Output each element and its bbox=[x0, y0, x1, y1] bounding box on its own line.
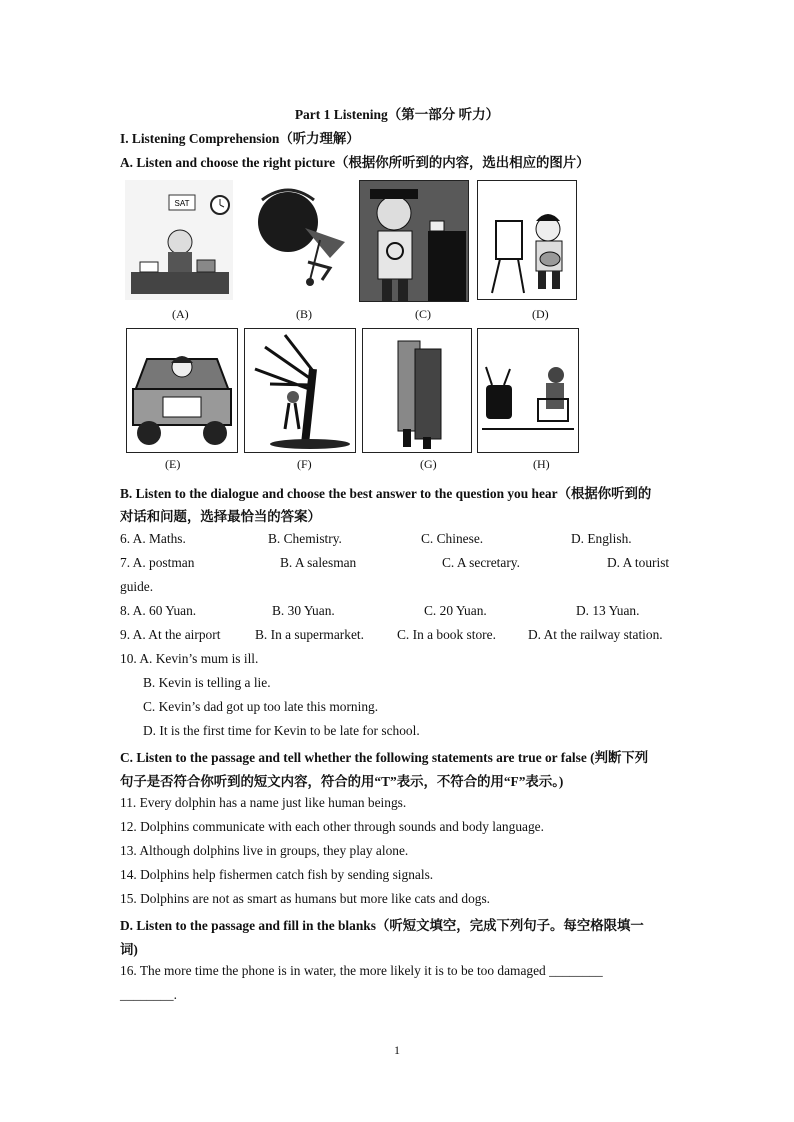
label-b: (B) bbox=[296, 307, 312, 321]
q6-option-c: C. Chinese. bbox=[421, 531, 484, 546]
picture-g bbox=[362, 328, 472, 453]
section-c-heading-cont: 句子是否符合你听到的短文内容，符合的用“T”表示，不符合的用“F”表示。) bbox=[120, 774, 564, 789]
section-b-heading: B. Listen to the dialogue and choose the best answer to the question you hear（根据你听到的 bbox=[120, 486, 652, 501]
label-c: (C) bbox=[415, 307, 431, 321]
q7-option-b: B. A salesman bbox=[280, 555, 357, 570]
q6-option-a: 6. A. Maths. bbox=[120, 531, 186, 546]
page-number: 1 bbox=[394, 1043, 400, 1057]
q9-option-d: D. At the railway station. bbox=[528, 627, 663, 642]
q7-option-d-cont: guide. bbox=[120, 579, 154, 594]
label-e: (E) bbox=[165, 457, 181, 471]
label-f: (F) bbox=[297, 457, 312, 471]
q8-option-b: B. 30 Yuan. bbox=[272, 603, 335, 618]
section-d-heading: D. Listen to the passage and fill in the blanks（听短文填空，完成下列句子。每空格限填一 bbox=[120, 918, 644, 933]
part-title: Part 1 Listening（第一部分 听力） bbox=[294, 107, 500, 122]
statement-13: 13. Although dolphins live in groups, they play alone. bbox=[120, 843, 409, 858]
q9-option-b: B. In a supermarket. bbox=[255, 627, 364, 642]
picture-a bbox=[125, 180, 233, 300]
q10-option-c: C. Kevin’s dad got up too late this morning. bbox=[143, 699, 379, 714]
q10-option-b: B. Kevin is telling a lie. bbox=[143, 675, 271, 690]
q10-option-d: D. It is the first time for Kevin to be late for school. bbox=[143, 723, 420, 738]
q9-option-c: C. In a book store. bbox=[397, 627, 496, 642]
label-d: (D) bbox=[532, 307, 549, 321]
picture-f bbox=[244, 328, 356, 453]
section-b-heading-cont: 对话和问题，选择最恰当的答案） bbox=[120, 509, 321, 524]
q8-option-a: 8. A. 60 Yuan. bbox=[120, 603, 197, 618]
question-16-cont: ________. bbox=[120, 987, 177, 1002]
label-a: (A) bbox=[172, 307, 189, 321]
q10-option-a: 10. A. Kevin’s mum is ill. bbox=[120, 651, 259, 666]
picture-d bbox=[477, 180, 577, 300]
picture-h bbox=[477, 328, 579, 453]
statement-12: 12. Dolphins communicate with each other through sounds and body language. bbox=[120, 819, 544, 834]
label-g: (G) bbox=[420, 457, 437, 471]
q7-option-d: D. A tourist bbox=[607, 555, 670, 570]
section-d-heading-cont: 词) bbox=[120, 942, 138, 957]
statement-15: 15. Dolphins are not as smart as humans but more like cats and dogs. bbox=[120, 891, 491, 906]
section-i-heading: I. Listening Comprehension（听力理解） bbox=[120, 131, 360, 146]
picture-e bbox=[126, 328, 238, 453]
statement-11: 11. Every dolphin has a name just like human beings. bbox=[120, 795, 407, 810]
q8-option-d: D. 13 Yuan. bbox=[576, 603, 640, 618]
statement-14: 14. Dolphins help fishermen catch fish by sending signals. bbox=[120, 867, 434, 882]
q9-option-a: 9. A. At the airport bbox=[120, 627, 221, 642]
q7-option-c: C. A secretary. bbox=[442, 555, 520, 570]
q6-option-d: D. English. bbox=[571, 531, 632, 546]
sat-sign-text: SAT bbox=[174, 199, 190, 208]
q6-option-b: B. Chemistry. bbox=[268, 531, 342, 546]
question-16: 16. The more time the phone is in water, the more likely it is to be too damaged ________ bbox=[120, 963, 603, 978]
picture-c bbox=[359, 180, 469, 302]
label-h: (H) bbox=[533, 457, 550, 471]
q7-option-a: 7. A. postman bbox=[120, 555, 195, 570]
picture-b bbox=[250, 180, 358, 290]
q8-option-c: C. 20 Yuan. bbox=[424, 603, 487, 618]
section-a-heading: A. Listen and choose the right picture（根据你所听到的内容，选出相应的图片） bbox=[120, 155, 590, 170]
section-c-heading: C. Listen to the passage and tell whether the following statements are true or false (判断下列 bbox=[120, 750, 649, 765]
